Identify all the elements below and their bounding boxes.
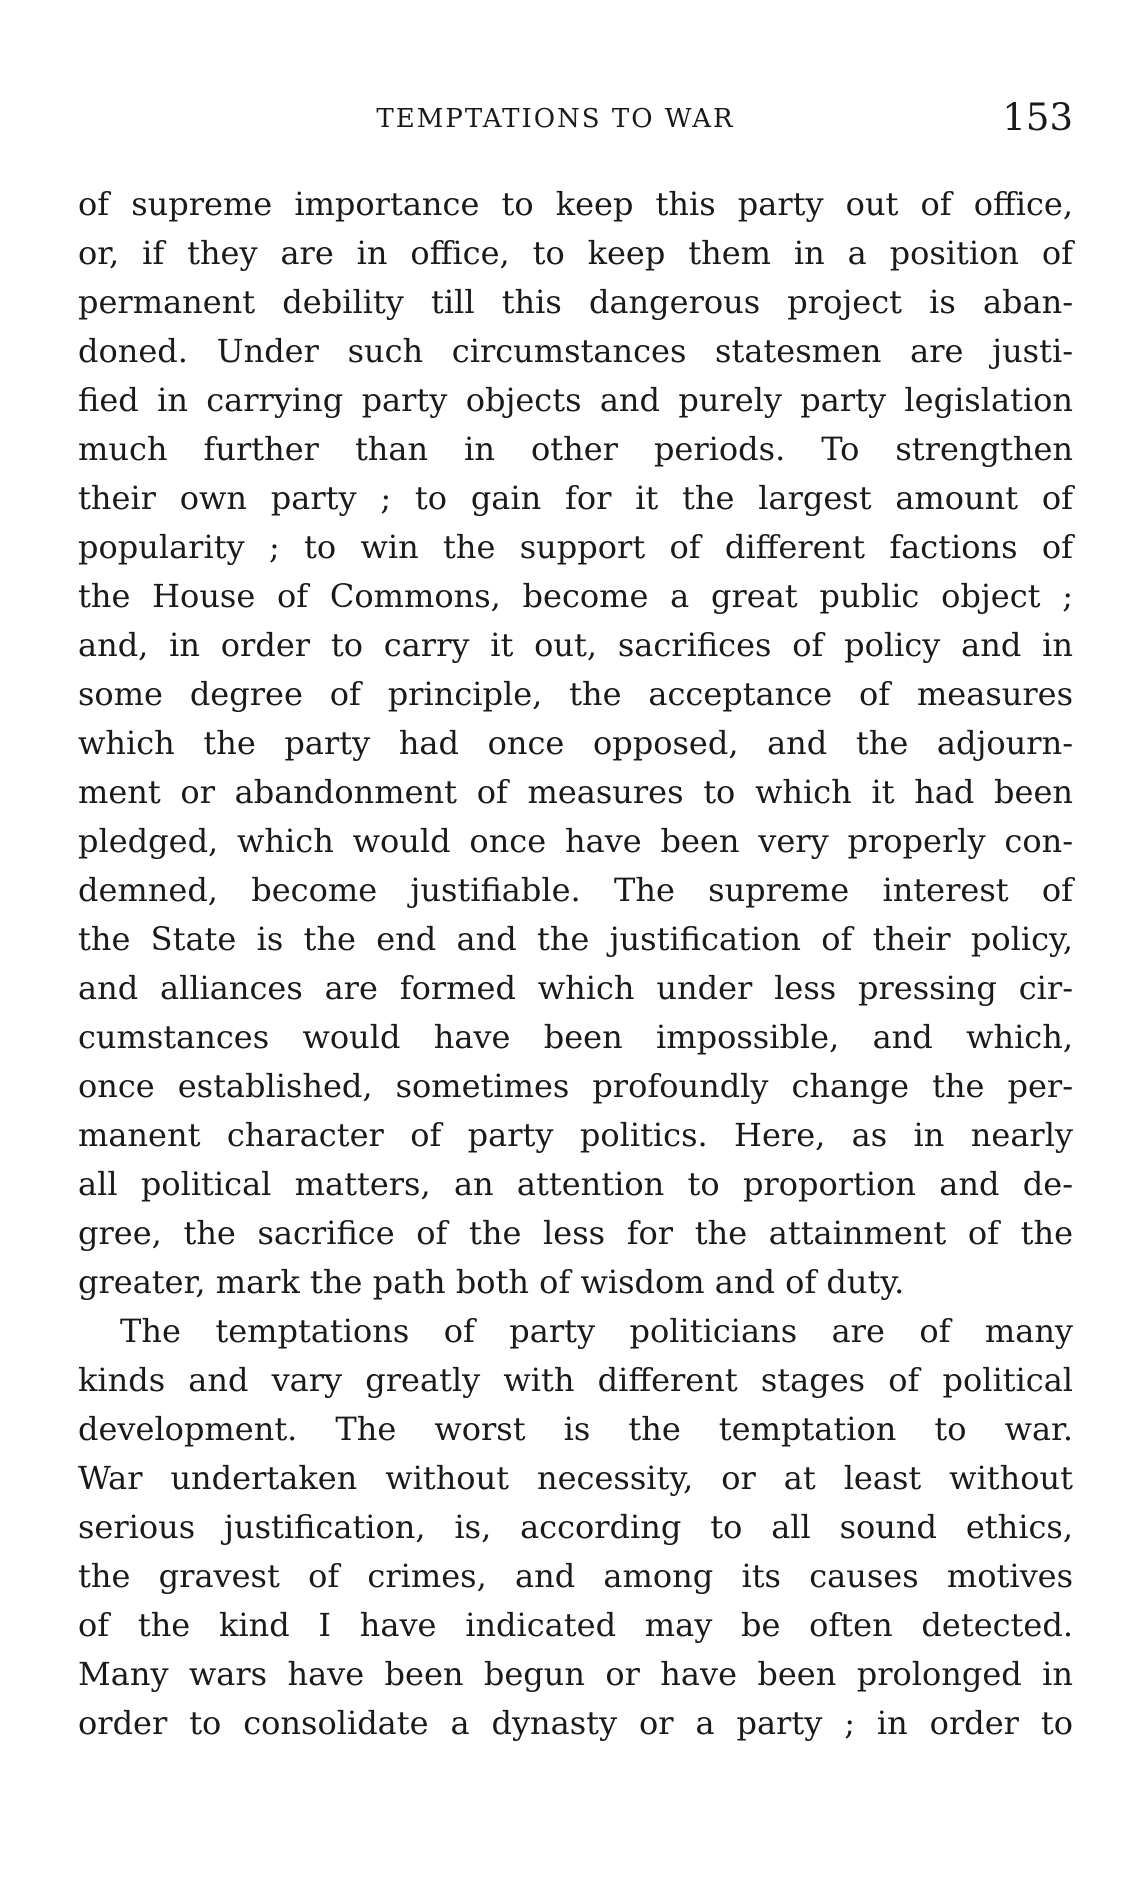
text-line: some degree of principle, the acceptance of measures xyxy=(78,675,1073,713)
text-line: and, in order to carry it out, sacrifices of policy and in xyxy=(78,626,1073,664)
text-line: serious justification, is, according to all sound ethics, xyxy=(78,1508,1073,1546)
running-head xyxy=(78,96,1073,146)
text-line: their own party ; to gain for it the largest amount of xyxy=(78,479,1073,517)
text-line: doned. Under such circumstances statesmen are justi- xyxy=(78,332,1073,370)
text-line: the House of Commons, become a great public object ; xyxy=(78,577,1073,615)
text-line: which the party had once opposed, and the adjourn- xyxy=(78,724,1073,762)
text-line: gree, the sacrifice of the less for the attainment of the xyxy=(78,1214,1073,1252)
text-line: manent character of party politics. Here, as in nearly xyxy=(78,1116,1073,1154)
text-line: the gravest of crimes, and among its causes motives xyxy=(78,1557,1073,1595)
text-line: once established, sometimes profoundly change the per- xyxy=(78,1067,1073,1105)
body-text xyxy=(78,180,1073,1748)
text-line: the State is the end and the justification of their policy, xyxy=(78,920,1073,958)
page-number: 153 xyxy=(1002,96,1073,139)
text-line: demned, become justifiable. The supreme interest of xyxy=(78,871,1073,909)
text-line: fied in carrying party objects and purely party legislation xyxy=(78,381,1073,419)
text-line: The temptations of party politicians are of many xyxy=(120,1312,1073,1350)
text-line: ment or abandonment of measures to which it had been xyxy=(78,773,1073,811)
text-line: all political matters, an attention to proportion and de- xyxy=(78,1165,1073,1203)
running-title: TEMPTATIONS TO WAR xyxy=(376,104,735,134)
text-line: kinds and vary greatly with different stages of political xyxy=(78,1361,1073,1399)
text-line: pledged, which would once have been very properly con- xyxy=(78,822,1073,860)
text-line: Many wars have been begun or have been prolonged in xyxy=(78,1655,1073,1693)
text-line: or, if they are in office, to keep them in a position of xyxy=(78,234,1073,272)
text-line: cumstances would have been impossible, and which, xyxy=(78,1018,1073,1056)
text-line: order to consolidate a dynasty or a party ; in order to xyxy=(78,1704,1073,1742)
text-line: much further than in other periods. To strengthen xyxy=(78,430,1073,468)
text-line: development. The worst is the temptation to war. xyxy=(78,1410,1073,1448)
text-line: popularity ; to win the support of different factions of xyxy=(78,528,1073,566)
text-line: greater, mark the path both of wisdom and of duty. xyxy=(78,1263,905,1301)
paragraph-temptations xyxy=(78,1307,1073,1748)
text-line: of the kind I have indicated may be often detected. xyxy=(78,1606,1073,1644)
text-line: permanent debility till this dangerous project is aban- xyxy=(78,283,1073,321)
text-line: and alliances are formed which under less pressing cir- xyxy=(78,969,1073,1007)
text-line: of supreme importance to keep this party out of office, xyxy=(78,185,1073,223)
text-line: War undertaken without necessity, or at least without xyxy=(78,1459,1073,1497)
paragraph-continued xyxy=(78,180,1073,1307)
